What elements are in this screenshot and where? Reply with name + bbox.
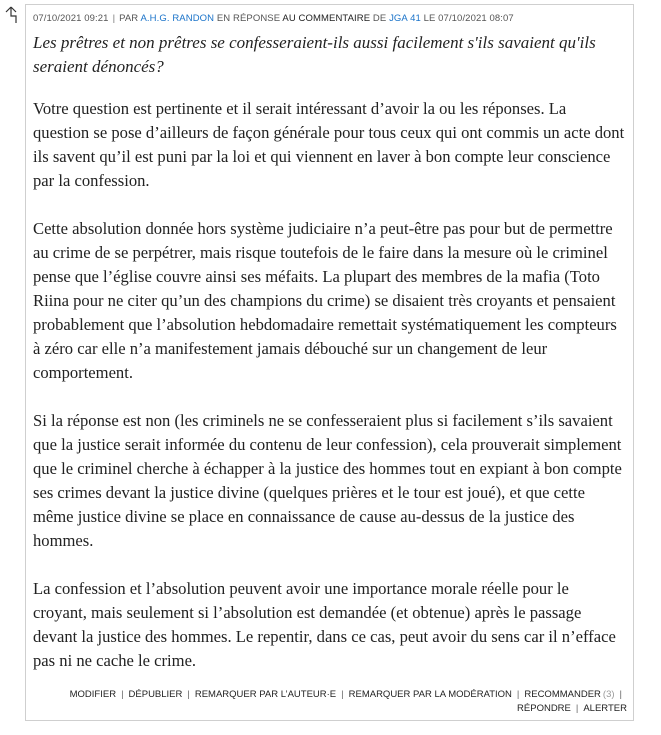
modify-button[interactable]: MODIFIER xyxy=(69,689,117,700)
unpublish-button[interactable]: DÉPUBLIER xyxy=(128,689,183,700)
comment-paragraph: La confession et l’absolution peuvent avoir une importance morale réelle pour le croyant, mais seulement si l’absolution est demandée (et obtenue) après le passage devant la justice des hommes. Le repentir, dans ce cas, peut avoir du sens car il n’efface pas ni ne cache le crime. xyxy=(33,579,616,670)
quoted-question: Les prêtres et non prêtres se confesseraient-ils aussi facilement s'ils savaient qu'ils seraient dénoncés? xyxy=(33,33,596,76)
meta-by: PAR xyxy=(119,13,139,24)
alert-button[interactable]: ALERTER xyxy=(583,703,627,714)
reply-date: 07/10/2021 08:07 xyxy=(438,13,514,24)
flag-author-button[interactable]: REMARQUER PAR L’AUTEUR·E xyxy=(194,689,337,700)
meta-in-reply: EN RÉPONSE xyxy=(216,13,281,24)
comment-meta xyxy=(33,13,626,25)
meta-of: DE xyxy=(372,13,387,24)
go-to-parent-comment-icon[interactable] xyxy=(4,6,18,24)
flag-moderation-button[interactable]: REMARQUER PAR LA MODÉRATION xyxy=(348,689,512,700)
reply-button[interactable]: RÉPONDRE xyxy=(517,703,571,714)
comment-paragraph: Si la réponse est non (les criminels ne se confesseraient plus si facilement s’ils savaient que la justice serait informée du contenu de leur confession), cela prouverait simplement que le criminel cherche à échapper à la justice des hommes tout en expiant à bon compte ses crimes devant la justice divine (quelques prières et le tour est joué), et que cette même justice divine se place en connaissance de cause au-dessus de la justice des hommes. xyxy=(33,411,622,550)
recommend-count: (3) xyxy=(602,689,615,700)
meta-on: LE xyxy=(423,13,436,24)
meta-separator: | xyxy=(112,13,116,24)
reply-author-link[interactable]: JGA 41 xyxy=(389,13,421,24)
comment-card xyxy=(25,4,634,721)
parent-comment-link[interactable]: AU COMMENTAIRE xyxy=(282,13,371,24)
comment-date: 07/10/2021 09:21 xyxy=(33,13,109,24)
comment-paragraph: Cette absolution donnée hors système judiciaire n’a peut-être pas pour but de permettre au crime de se perpétrer, mais risque toutefois de le faire dans la mesure où le criminel pense que l’église couvre ainsi ses méfaits. La plupart des membres de la mafia (Toto Riina pour ne citer qu’un des champions du crime) se disaient très croyants et pensaient probablement que l’absolution hebdomadaire remettait systématiquement les compteurs à zéro car elle n’a manifestement jamais débouché sur un changement de leur comportement. xyxy=(33,219,617,382)
recommend-button[interactable]: RECOMMANDER xyxy=(524,689,601,700)
comment-author-link[interactable]: A.H.G. RANDON xyxy=(140,13,215,24)
comment-paragraph: Votre question est pertinente et il serait intéressant d’avoir la ou les réponses. La question se pose d’ailleurs de façon générale pour tous ceux qui ont commis un acte dont ils savent qu’il est puni par la loi et qui viennent en laver à bon compte leur conscience par la confession. xyxy=(33,99,625,190)
comment-actions: MODIFIER | DÉPUBLIER | REMARQUER PAR L’AUTEUR·E | REMARQUER PAR LA MODÉRATION | RECOMMANDER (3) | RÉPONDRE | ALERTER xyxy=(69,689,627,714)
